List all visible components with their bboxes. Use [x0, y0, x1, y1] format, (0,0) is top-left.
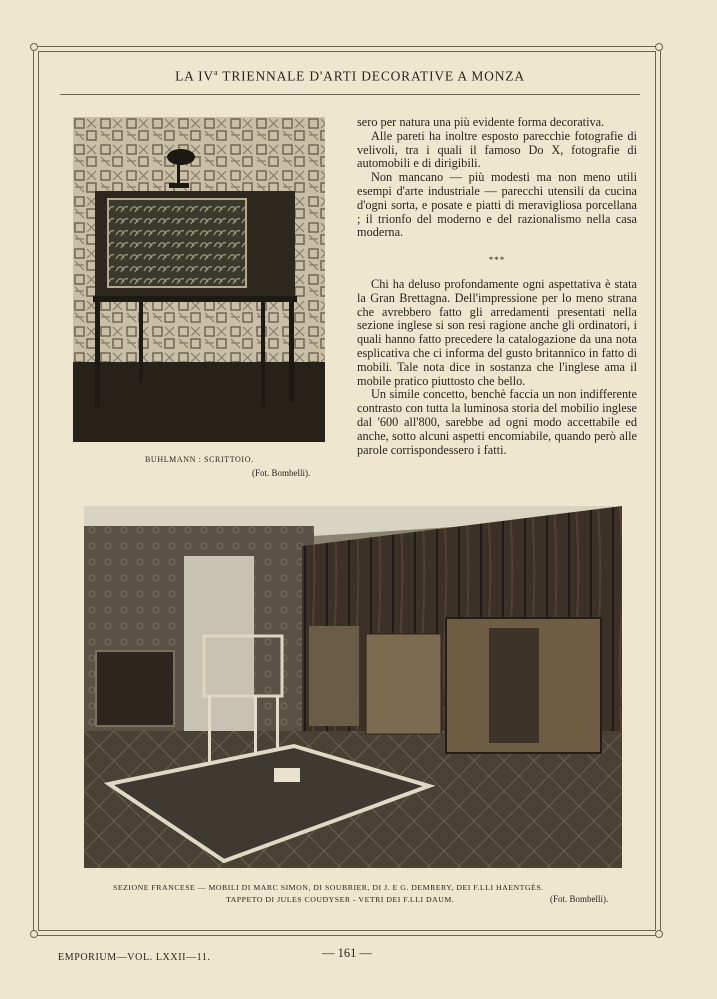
header-title-pre: LA IV [175, 68, 214, 84]
paragraph: Chi ha deluso profondamente ogni aspettativa è stata la Gran Brettagna. Dell'impressione per lo meno strana che avrebbero fatto gli arredamenti presentati nella sezione inglese si son resi ragione anche gli ordinatori, i quali hanno fatto precedere la catalogazione da una nota esplicativa che ci informa del gusto britannico in fatto di mobili. Tale nota dice in sostanza che l'inglese ama il mobile pratico piuttosto che bello. [357, 276, 637, 388]
header-title-post: TRIENNALE D'ARTI DECORATIVE A MONZA [218, 68, 525, 84]
figure1-caption: BUHLMANN : SCRITTOIO. [145, 455, 254, 464]
paragraph: sero per natura una più evidente forma decorativa. [357, 115, 605, 129]
border-ornament [30, 930, 38, 938]
journal-reference: EMPORIUM—VOL. LXXII—11. [58, 952, 211, 963]
border-ornament [30, 43, 38, 51]
border-ornament [655, 930, 663, 938]
figure2-caption-line1: SEZIONE FRANCESE — MOBILI DI MARC SIMON, DI SOUBRIER, DI J. E G. DEMRERY, DEI F.LLI HAENTGÈS. [113, 883, 544, 892]
paragraph: Un simile concetto, benchè faccia un non indifferente contrasto con tutta la luminosa storia del mobilio inglese dal '600 all'800, sarebbe ad ogni modo accettabile ed anche, sotto alcuni aspetti encomiabile, quando però alle parole corrispondessero i fatti. [357, 387, 637, 457]
page-number: — 161 — [322, 946, 372, 960]
paragraph: Alle pareti ha inoltre esposto parecchie fotografie di velivoli, tra i quali il famoso Do X, fotografie di automobili e di dirigibili. [357, 128, 637, 171]
figure2-caption-line2: TAPPETO DI JULES COUDYSER - VETRI DEI F.LLI DAUM. [226, 895, 455, 904]
running-header [60, 68, 640, 85]
paragraph: Non mancano — più modesti ma non meno utili esempi d'arte industriale — parecchi utensili da cucina d'ogni sorta, e posate e piatti di meravigliosa porcellana ; il trionfo del moderno e del razionalismo nella casa moderna. [357, 170, 637, 240]
body-text-column [357, 116, 637, 457]
french-section-photo [84, 506, 622, 868]
section-separator: *** [488, 255, 506, 266]
figure2-credit: (Fot. Bombelli). [550, 894, 609, 904]
border-ornament [655, 43, 663, 51]
figure1-credit: (Fot. Bombelli). [252, 468, 311, 478]
header-title-sup: a [213, 68, 219, 77]
desk-photo [73, 117, 325, 442]
header-rule [60, 94, 640, 95]
